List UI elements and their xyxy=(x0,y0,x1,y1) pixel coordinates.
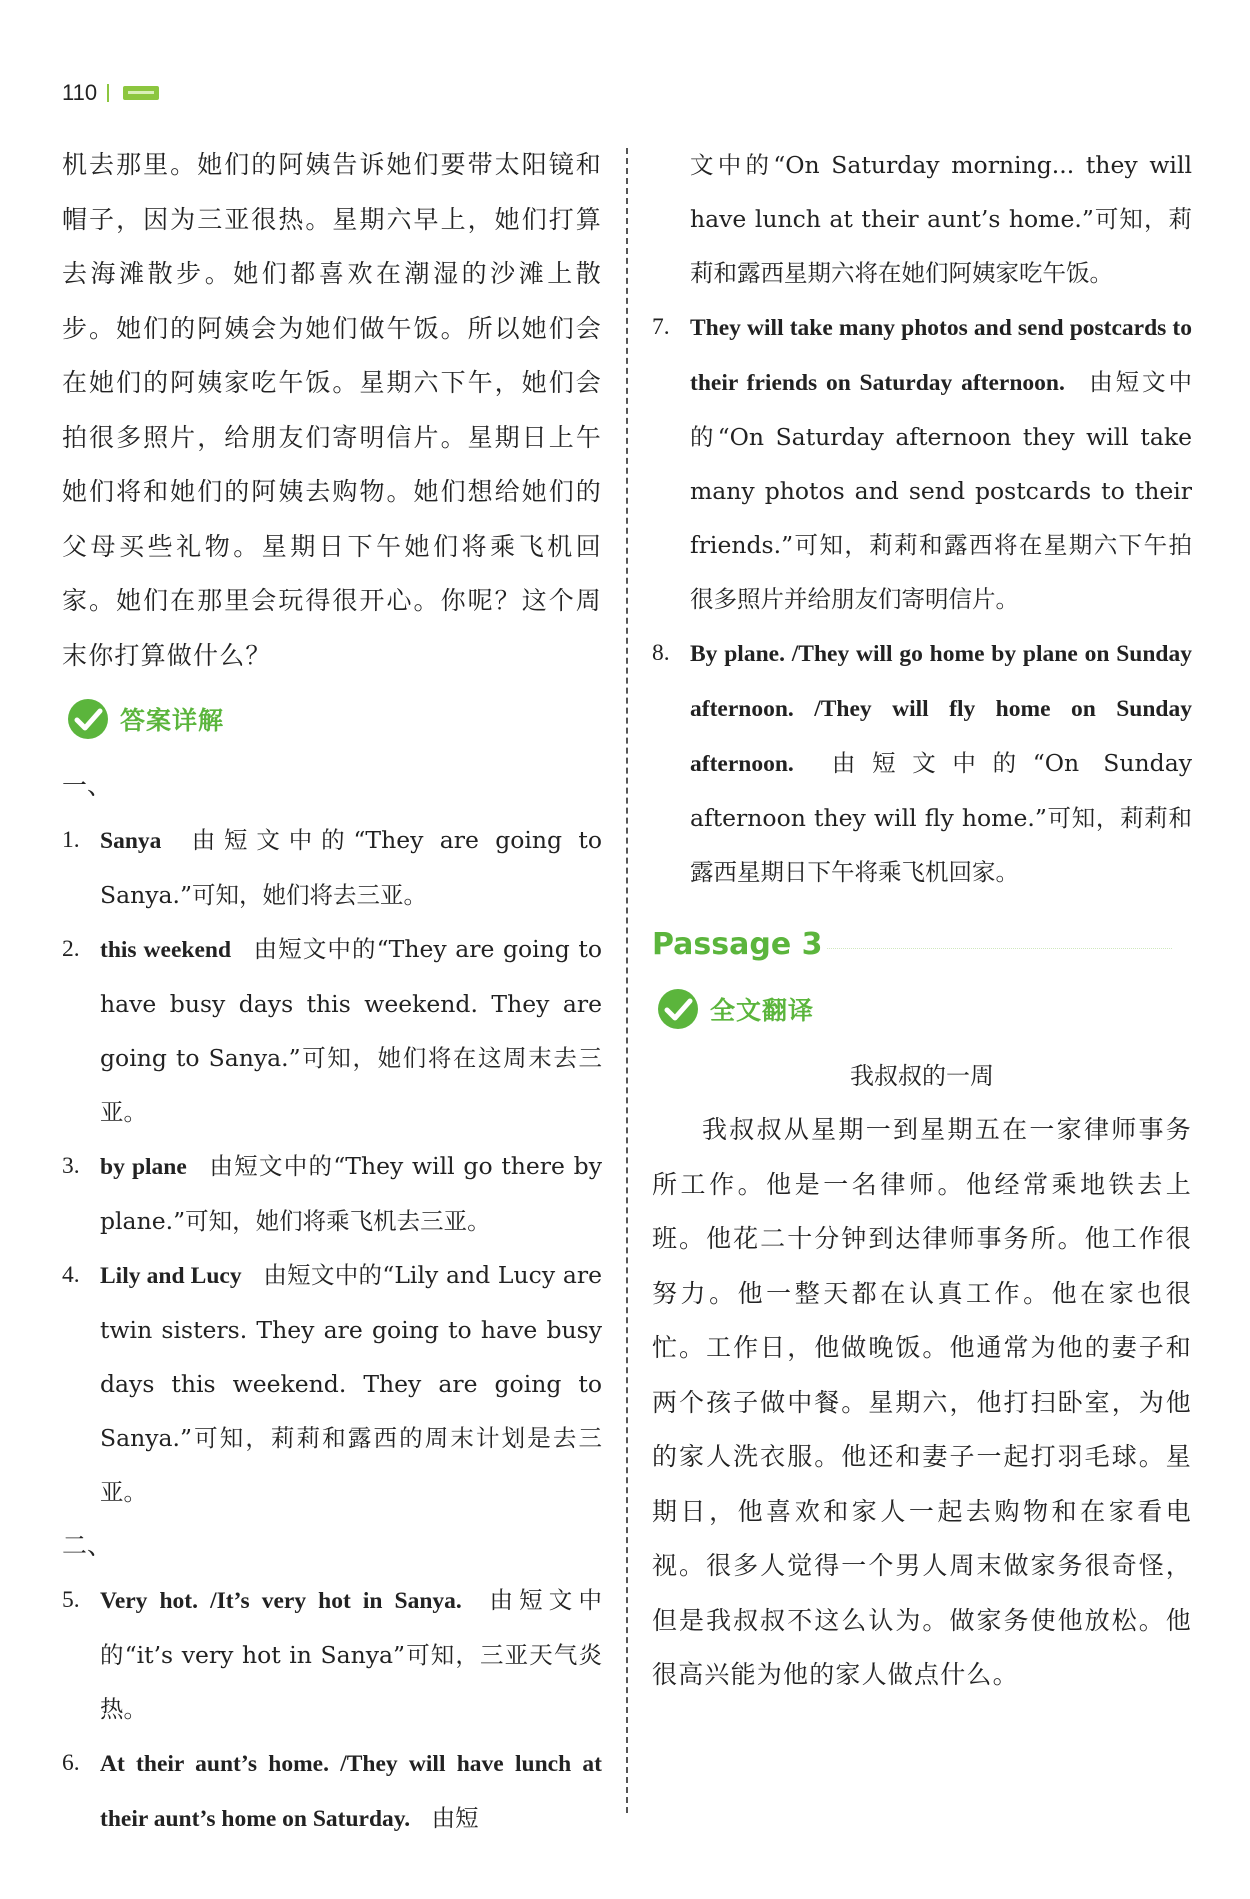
check-badge-icon xyxy=(658,989,698,1029)
answer-item xyxy=(62,813,602,922)
translation-heading xyxy=(658,983,1192,1035)
item-number: 6. xyxy=(62,1750,80,1776)
column-divider xyxy=(626,148,628,1813)
item-explanation: 由短文中的“They are going to Sanya.”可知，她们将去三亚。 xyxy=(100,826,602,909)
item-explanation: 由短文中的“On Sunday afternoon they will fly home.”可知，莉莉和露西星期日下午将乘飞机回家。 xyxy=(690,749,1192,886)
translation-title: 我叔叔的一周 xyxy=(850,1062,994,1090)
answer-item xyxy=(62,1573,602,1736)
item-explanation: 由短 xyxy=(431,1804,479,1832)
answers-heading xyxy=(68,693,602,745)
part-one-label: 一、 xyxy=(62,771,113,800)
item-answer: by plane xyxy=(100,1154,187,1180)
item-number: 5. xyxy=(62,1587,80,1613)
answer-item xyxy=(62,1736,602,1846)
translation-text: 我叔叔从星期一到星期五在一家律师事务所工作。他是一名律师。他经常乘地铁去上班。他花二十分钟到达律师事务所。他工作很努力。他一整天都在认真工作。他在家也很忙。工作日，他做晚饭。他通常为他的妻子和两个孩子做中餐。星期六，他打扫卧室，为他的家人洗衣服。他还和妻子一起打羽毛球。星期日，他喜欢和家人一起去购物和在家看电视。很多人觉得一个男人周末做家务很奇怪，但是我叔叔不这么认为。做家务使他放松。他很高兴能为他的家人做点什么。 xyxy=(652,1115,1192,1689)
passage-title: Passage 3 xyxy=(652,917,1192,973)
item-number: 2. xyxy=(62,936,80,962)
check-badge-icon xyxy=(68,699,108,739)
right-column xyxy=(652,138,1192,1703)
translation-continuation-text: 机去那里。她们的阿姨告诉她们要带太阳镜和帽子，因为三亚很热。星期六早上，她们打算去海滩散步。她们都喜欢在潮湿的沙滩上散步。她们的阿姨会为她们做午饭。所以她们会在她们的阿姨家吃午饭。星期六下午，她们会拍很多照片，给朋友们寄明信片。星期日上午她们将和她们的阿姨去购物。她们想给她们的父母买些礼物。星期日下午她们将乘飞机回家。她们在那里会玩得很开心。你呢？这个周末你打算做什么？ xyxy=(62,150,602,670)
translation-heading-label: 全文翻译 xyxy=(710,996,815,1025)
item-answer: At their aunt’s home. /They will have lunch at their aunt’s home on Saturday. xyxy=(100,1751,602,1832)
page-header xyxy=(62,78,159,108)
item-number: 3. xyxy=(62,1153,80,1179)
item-number: 4. xyxy=(62,1262,80,1288)
item-answer: Lily and Lucy xyxy=(100,1263,242,1289)
item-answer: this weekend xyxy=(100,937,232,963)
item-explanation: 由短文中的“They are going to have busy days this weekend. They are going to Sanya.”可知，她们将在这周末去三亚。 xyxy=(100,935,602,1126)
answer-item xyxy=(62,1248,602,1519)
item-explanation-continued: 文中的“On Saturday morning... they will have lunch at their aunt’s home.”可知，莉莉和露西星期六将在她们阿姨家吃午饭。 xyxy=(690,151,1192,287)
item-explanation: 由短文中的“On Saturday afternoon they will take many photos and send postcards to their friends.”可知，莉莉和露西将在星期六下午拍很多照片并给朋友们寄明信片。 xyxy=(690,368,1192,613)
answer-item xyxy=(62,922,602,1139)
item-answer: Very hot. /It’s very hot in Sanya. xyxy=(100,1588,462,1614)
item-explanation: 由短文中的“Lily and Lucy are twin sisters. They are going to have busy days this weekend. They are going to Sanya.”可知，莉莉和露西的周末计划是去三亚。 xyxy=(100,1261,603,1506)
answers-heading-label: 答案详解 xyxy=(120,706,225,735)
answer-item xyxy=(652,626,1192,899)
item-number: 8. xyxy=(652,640,670,666)
item-number: 7. xyxy=(652,314,670,340)
item-explanation: 由短文中的“They will go there by plane.”可知，她们将乘飞机去三亚。 xyxy=(100,1152,602,1235)
item-number: 1. xyxy=(62,827,80,853)
item-answer: Sanya xyxy=(100,828,162,854)
answer-item xyxy=(62,1139,602,1248)
left-column xyxy=(62,138,602,1846)
part-two-label: 二、 xyxy=(62,1531,113,1560)
header-separator xyxy=(107,84,109,102)
item-explanation: 由短文中的“it’s very hot in Sanya”可知，三亚天气炎热。 xyxy=(100,1586,602,1723)
page-number: 110 xyxy=(62,80,98,105)
item-answer: By plane. /They will go home by plane on Sunday afternoon. /They will fly home on Sunday afternoon. xyxy=(690,641,1192,777)
item-answer: They will take many photos and send postcards to their friends on Saturday afternoon. xyxy=(690,315,1192,396)
answer-continuation xyxy=(652,138,1192,300)
answer-item xyxy=(652,300,1192,626)
section-tag-icon xyxy=(123,86,159,100)
